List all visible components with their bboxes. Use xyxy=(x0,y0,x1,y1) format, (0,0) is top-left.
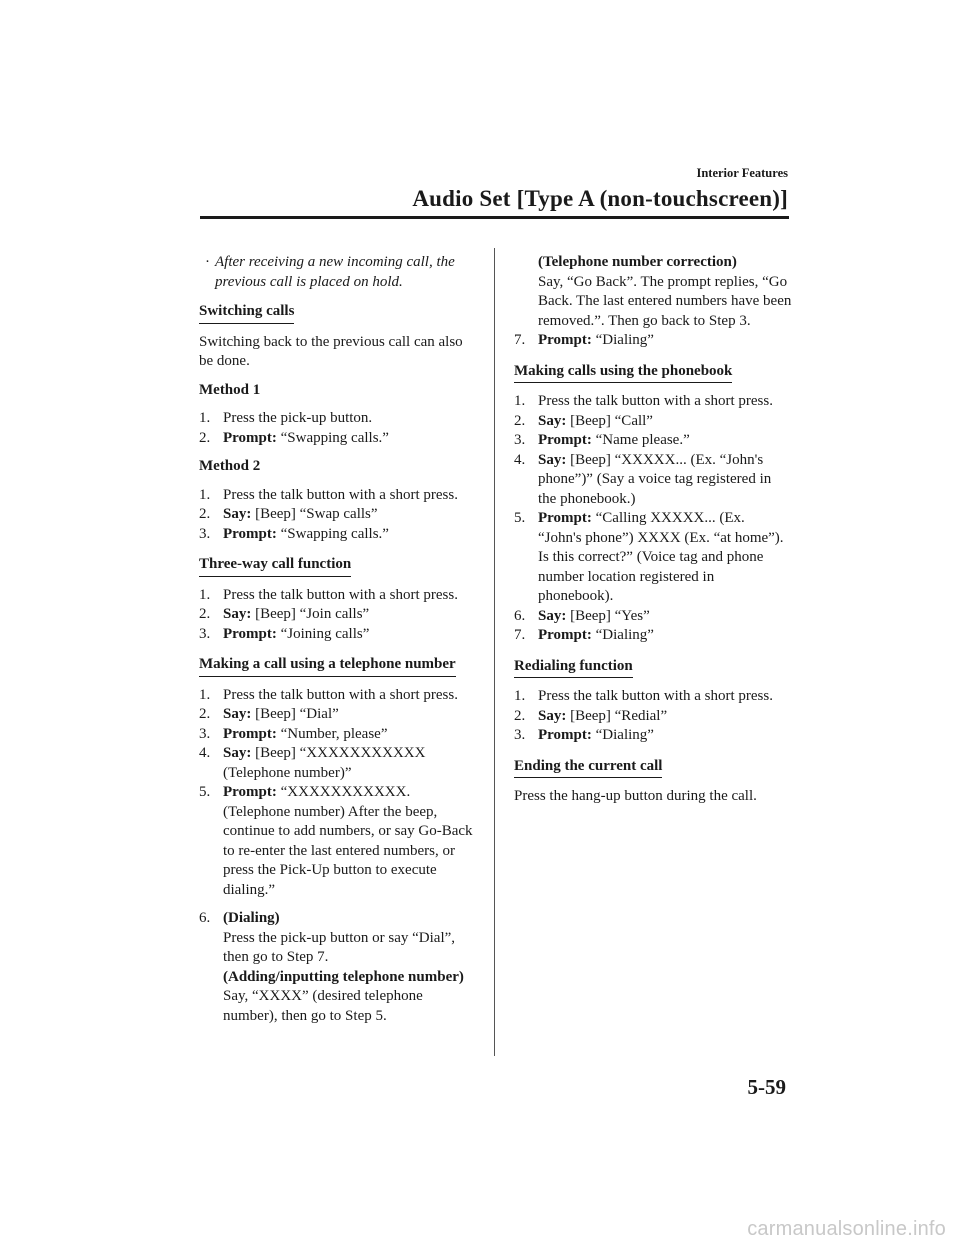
step-text: “Calling XXXXX... (Ex. “John's phone”) XXXX (Ex. “at home”). Is this correct?” (Voice tag and phone number location registered in phonebook). xyxy=(538,510,784,604)
step-label: Prompt: xyxy=(538,627,592,643)
watermark: carmanualsonline.info xyxy=(747,1218,946,1240)
step-number: 1. xyxy=(199,686,211,703)
list-item xyxy=(199,505,479,525)
step-text: [Beep] “Dial” xyxy=(251,706,339,722)
list-item xyxy=(199,783,479,900)
step-text: “Name please.” xyxy=(591,432,690,448)
heading-phonebook-call: Making calls using the phonebook xyxy=(514,362,732,384)
step-label: Say: xyxy=(223,706,252,722)
list-item xyxy=(199,725,479,745)
step-number: 2. xyxy=(514,412,526,429)
list-item xyxy=(199,744,479,783)
page-title: Audio Set [Type A (non-touchscreen)] xyxy=(412,186,788,211)
step-label: Prompt: xyxy=(223,725,277,742)
step-text: “Dialing” xyxy=(591,727,654,743)
method-2-steps xyxy=(199,486,479,545)
list-item xyxy=(514,726,792,746)
list-item xyxy=(199,525,479,545)
list-item xyxy=(514,392,792,412)
right-column xyxy=(514,253,792,816)
list-item xyxy=(199,605,479,625)
heading-redialing: Redialing function xyxy=(514,657,633,679)
list-item xyxy=(514,431,792,451)
step-label: Prompt: xyxy=(223,429,277,446)
step-label: Say: xyxy=(538,451,567,468)
switching-intro: Switching back to the previous call can also be done. xyxy=(199,333,463,369)
column-divider xyxy=(494,248,495,1056)
note xyxy=(199,253,479,292)
list-item xyxy=(514,331,792,351)
step-text: Press the talk button with a short press. xyxy=(538,688,773,704)
step-number: 3. xyxy=(199,725,211,742)
step-number: 2. xyxy=(199,506,211,522)
telephone-number-steps xyxy=(199,686,479,901)
step-text: “Dialing” xyxy=(591,627,654,643)
step-text: “Swapping calls.” xyxy=(276,525,389,542)
step-text: “Dialing” xyxy=(591,332,654,348)
step-number: 4. xyxy=(199,745,211,761)
step-number: 2. xyxy=(514,707,526,724)
step-label: Say: xyxy=(223,745,252,761)
step-number: 7. xyxy=(514,627,526,643)
step-label: Prompt: xyxy=(223,525,277,542)
step-label: Prompt: xyxy=(538,432,592,448)
list-item xyxy=(514,607,792,627)
three-way-steps xyxy=(199,586,479,645)
step-label: Prompt: xyxy=(538,727,592,743)
step-label: Say: xyxy=(538,412,567,429)
step-text: Press the pick-up button. xyxy=(223,410,373,426)
step-number: 2. xyxy=(199,706,211,722)
step-text: “Joining calls” xyxy=(276,625,370,642)
step-text: “Number, please” xyxy=(276,725,388,742)
heading-ending-call: Ending the current call xyxy=(514,757,662,779)
step-number: 6. xyxy=(199,910,211,926)
list-item xyxy=(199,625,479,645)
step-number: 3. xyxy=(199,525,211,542)
left-column xyxy=(199,253,479,1035)
step-text: Press the talk button with a short press. xyxy=(538,393,773,409)
step-number: 1. xyxy=(199,586,211,603)
step-label: Say: xyxy=(223,506,252,522)
step-number: 2. xyxy=(199,606,211,622)
step-number: 3. xyxy=(514,727,526,743)
list-item xyxy=(199,909,479,1026)
step-text: “XXXXXXXXXXX. (Telephone number) After the beep, continue to add numbers, or say Go-Back to re-enter the last entered numbers, or press the Pick-Up button to execute dialing.” xyxy=(223,784,473,898)
step-number: 3. xyxy=(514,432,526,448)
header-rule xyxy=(200,216,789,219)
list-item xyxy=(199,409,479,429)
section-label: Interior Features xyxy=(696,166,788,180)
adding-label: (Adding/inputting telephone number) xyxy=(223,968,464,985)
list-item xyxy=(199,686,479,706)
step-number: 2. xyxy=(199,429,211,446)
heading-three-way-call: Three-way call function xyxy=(199,555,351,577)
redial-steps xyxy=(514,687,792,746)
list-item xyxy=(514,451,792,510)
step-number: 5. xyxy=(199,784,211,800)
list-item xyxy=(199,486,479,506)
step-text: Press the talk button with a short press. xyxy=(223,586,458,603)
dialing-label: (Dialing) xyxy=(223,910,280,926)
telephone-number-step-6 xyxy=(199,909,479,1026)
step-text: [Beep] “Join calls” xyxy=(251,606,370,622)
list-item xyxy=(199,705,479,725)
step-label: Prompt: xyxy=(223,784,277,800)
list-item xyxy=(199,429,479,449)
dialing-text: Press the pick-up button or say “Dial”, then go to Step 7. xyxy=(223,929,456,965)
step-number: 4. xyxy=(514,451,526,468)
step-label: Prompt: xyxy=(223,625,277,642)
correction-label: (Telephone number correction) xyxy=(538,254,737,270)
step-number: 7. xyxy=(514,332,526,348)
step-text: [Beep] “Redial” xyxy=(566,707,668,724)
step-number: 3. xyxy=(199,625,211,642)
step-label: Say: xyxy=(223,606,252,622)
step-text: [Beep] “Yes” xyxy=(566,607,650,624)
correction-block xyxy=(538,253,792,331)
step-text: [Beep] “XXXXX... (Ex. “John's phone”)” (Say a voice tag registered in the phonebook.) xyxy=(538,451,772,507)
step-number: 1. xyxy=(514,393,526,409)
step-number: 6. xyxy=(514,607,526,624)
step-label: Prompt: xyxy=(538,510,592,526)
list-item xyxy=(514,707,792,727)
step-label: Say: xyxy=(538,607,567,624)
step-label: Say: xyxy=(538,707,567,724)
adding-text: Say, “XXXX” (desired telephone number), then go to Step 5. xyxy=(223,988,423,1024)
step-text: “Swapping calls.” xyxy=(276,429,389,446)
step-text: Press the talk button with a short press. xyxy=(223,686,458,703)
heading-switching-calls: Switching calls xyxy=(199,302,294,324)
step-text: [Beep] “Swap calls” xyxy=(251,506,378,522)
step-label: Prompt: xyxy=(538,332,592,348)
note-text: After receiving a new incoming call, the previous call is placed on hold. xyxy=(215,254,455,290)
list-item xyxy=(514,412,792,432)
step-number: 1. xyxy=(514,688,526,704)
step-number: 1. xyxy=(199,486,211,503)
step-number: 1. xyxy=(199,410,211,426)
step-text: Press the talk button with a short press. xyxy=(223,486,458,503)
method-1-steps xyxy=(199,409,479,448)
page-number: 5-59 xyxy=(747,1075,786,1099)
bullet-icon: · xyxy=(205,254,210,270)
list-item xyxy=(514,626,792,646)
telephone-number-step-7 xyxy=(514,331,792,351)
list-item xyxy=(514,687,792,707)
list-item xyxy=(199,586,479,606)
step-number: 5. xyxy=(514,510,526,526)
heading-telephone-number-call: Making a call using a telephone number xyxy=(199,655,456,677)
step-text: [Beep] “XXXXXXXXXXX (Telephone number)” xyxy=(223,745,426,781)
correction-text: Say, “Go Back”. The prompt replies, “Go Back. The last entered numbers have been removed.”. Then go back to Step 3. xyxy=(538,273,792,329)
list-item xyxy=(514,509,792,607)
ending-text: Press the hang-up button during the call. xyxy=(514,788,757,804)
method-1-title: Method 1 xyxy=(199,381,261,398)
step-text: [Beep] “Call” xyxy=(566,412,653,429)
method-2-title: Method 2 xyxy=(199,458,261,474)
phonebook-steps xyxy=(514,392,792,646)
